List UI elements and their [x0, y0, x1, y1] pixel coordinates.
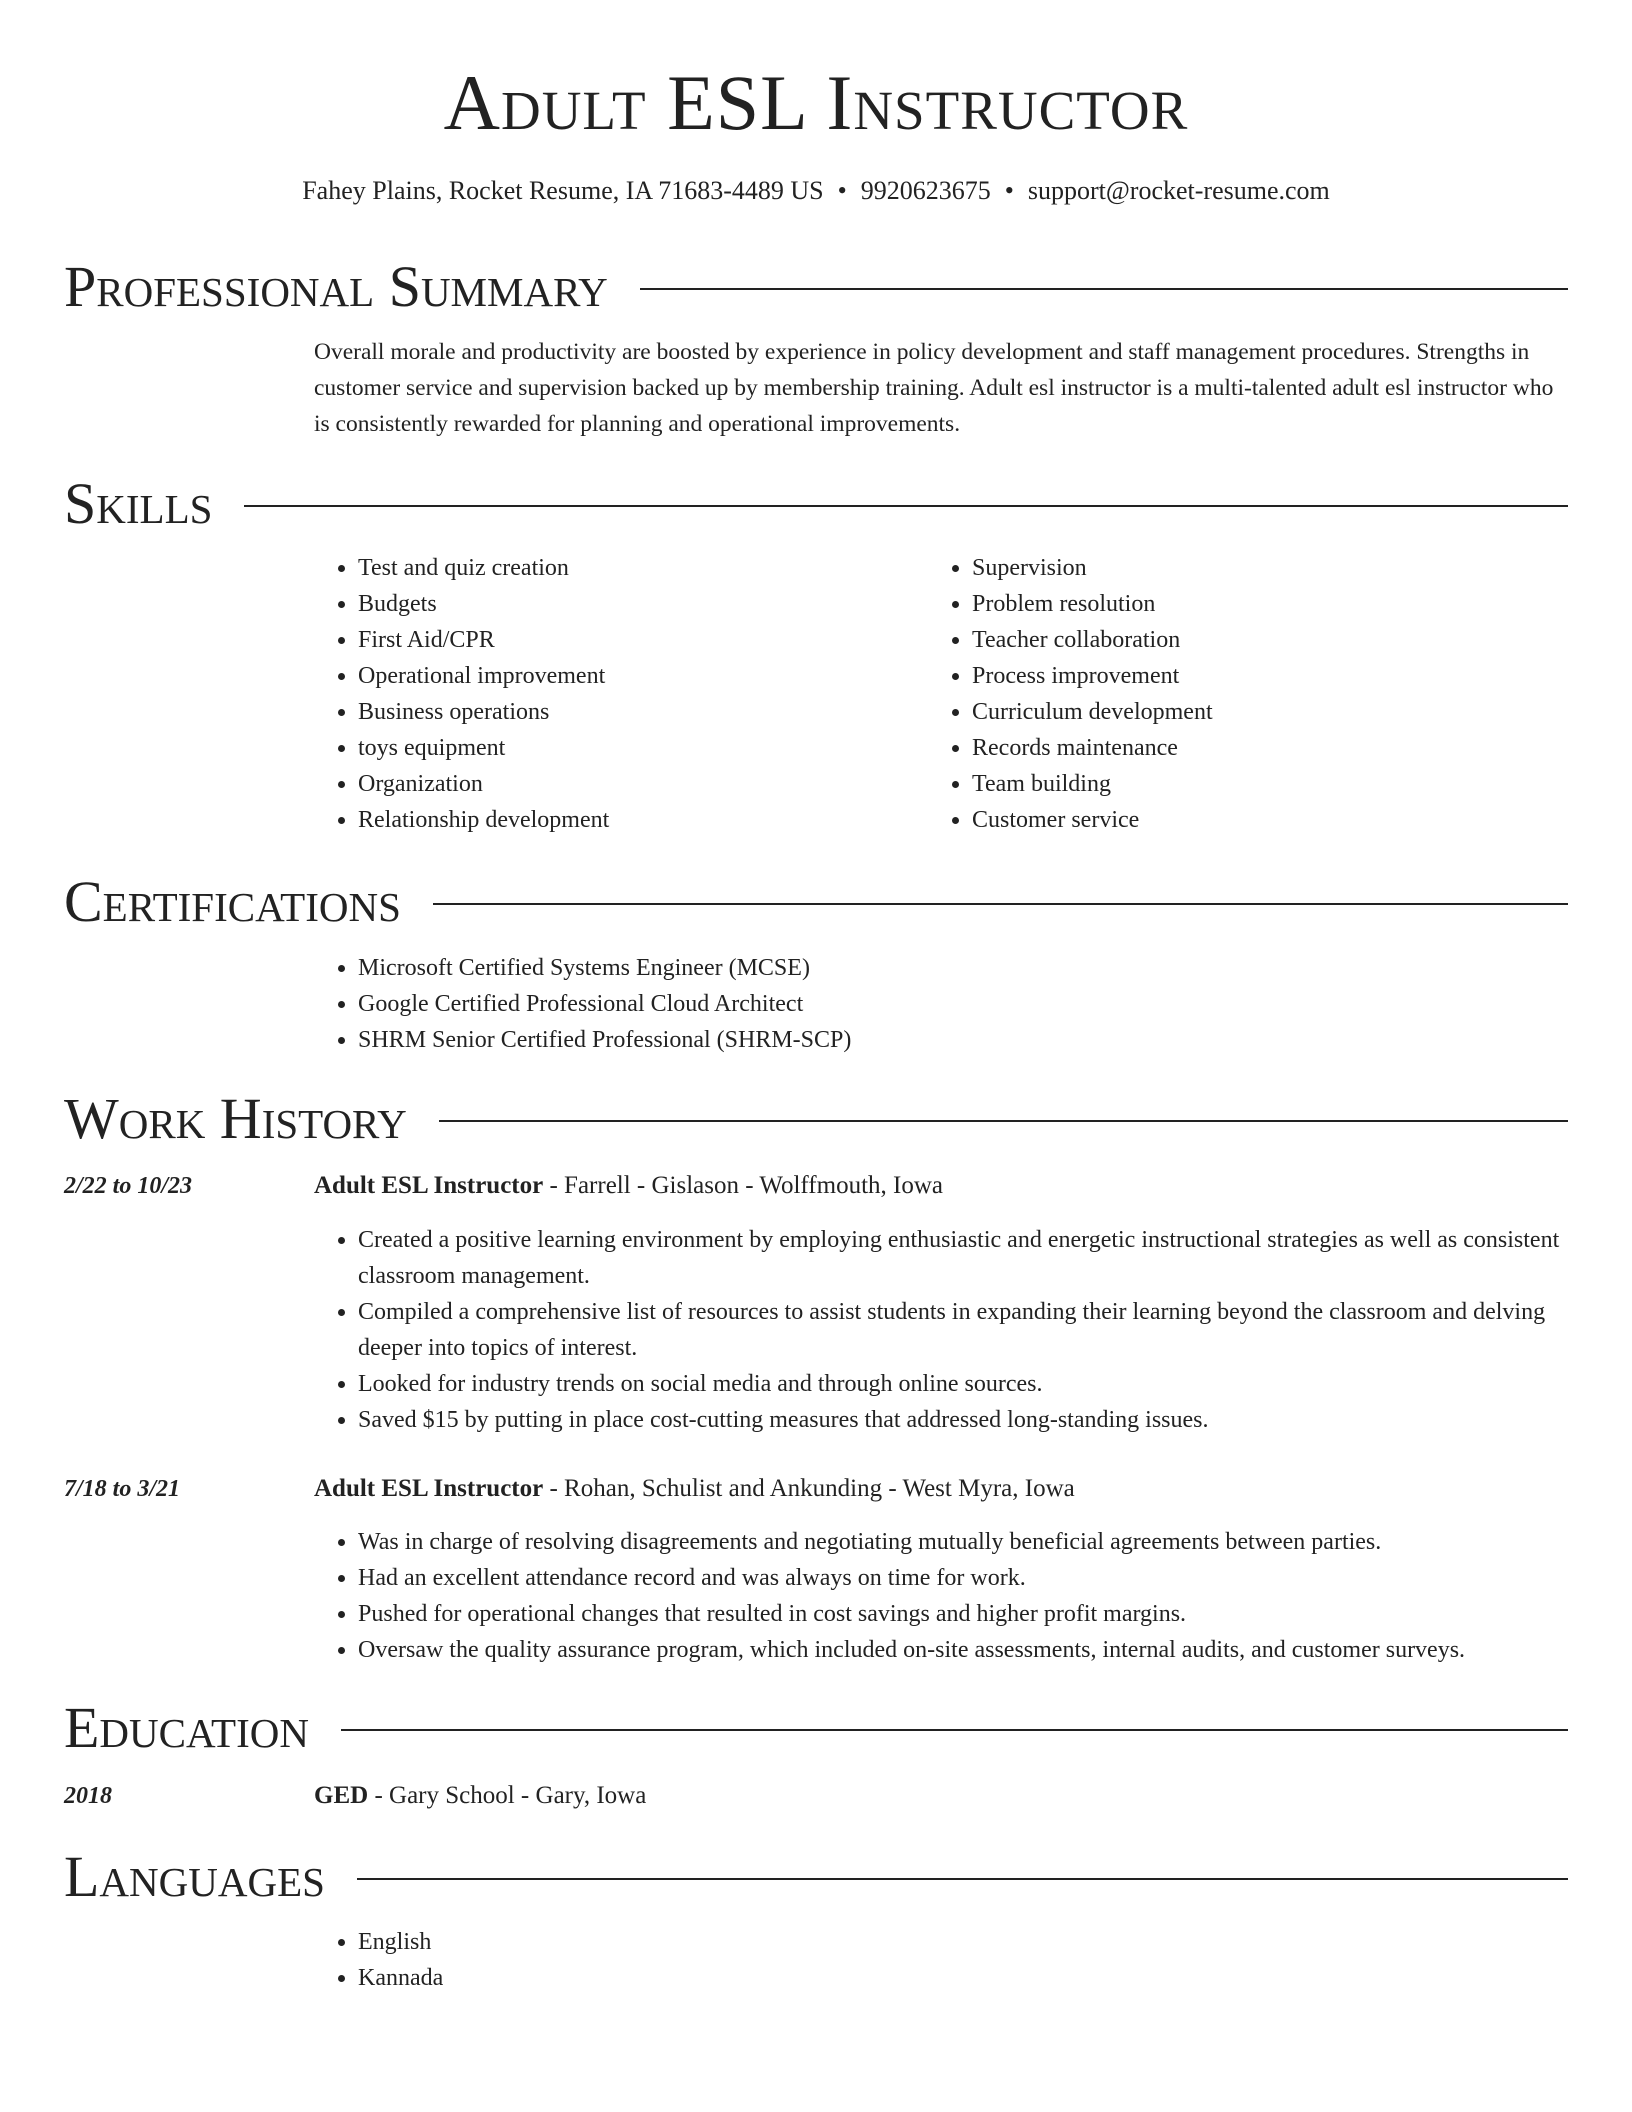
skill-item: • Business operations	[358, 694, 874, 730]
job-heading	[314, 1168, 943, 1204]
contact-address: Fahey Plains, Rocket Resume, IA 71683-4489 US	[302, 176, 824, 205]
certification-item: • Microsoft Certified Systems Engineer (MCSE)	[358, 950, 1564, 986]
certification-item: • SHRM Senior Certified Professional (SHRM-SCP)	[358, 1022, 1564, 1058]
job-bullet: • Looked for industry trends on social media and through online sources.	[358, 1366, 1564, 1402]
job-bullet: • Pushed for operational changes that resulted in cost savings and higher profit margins.	[358, 1596, 1564, 1632]
job-bullet: • Saved $15 by putting in place cost-cutting measures that addressed long-standing issues.	[358, 1402, 1564, 1438]
section-rule	[244, 505, 1568, 507]
section-skills-heading	[64, 472, 1568, 536]
job-dates: 7/18 to 3/21	[64, 1476, 181, 1502]
section-title: Languages	[64, 1844, 325, 1909]
section-title: Work History	[64, 1086, 407, 1151]
section-rule	[433, 903, 1568, 905]
skill-item: • Operational improvement	[358, 658, 874, 694]
skill-item: • First Aid/CPR	[358, 622, 874, 658]
skill-item: • Customer service	[972, 802, 1488, 838]
contact-email[interactable]: support@rocket-resume.com	[1027, 176, 1330, 205]
skill-item: • toys equipment	[358, 730, 874, 766]
section-rule	[357, 1878, 1568, 1880]
education-degree: GED	[314, 1782, 369, 1809]
section-certifications-heading	[64, 870, 1568, 934]
resume-name: Adult ESL Instructor	[443, 59, 1189, 146]
job-employer: - Farrell - Gislason - Wolffmouth, Iowa	[543, 1172, 943, 1199]
education-year: 2018	[64, 1783, 112, 1809]
section-education-heading	[64, 1696, 1568, 1760]
education-entry	[314, 1778, 646, 1814]
section-title: Education	[64, 1695, 309, 1760]
skill-item: • Team building	[972, 766, 1488, 802]
section-rule	[640, 288, 1568, 290]
skill-item: • Budgets	[358, 586, 874, 622]
skill-item: • Process improvement	[972, 658, 1488, 694]
skill-item: • Relationship development	[358, 802, 874, 838]
language-item: • Kannada	[358, 1960, 1564, 1996]
section-rule	[439, 1120, 1568, 1122]
section-languages-heading	[64, 1845, 1568, 1909]
contact-separator: •	[1004, 176, 1014, 205]
languages-list	[314, 1924, 1564, 1996]
section-title: Certifications	[64, 869, 401, 934]
summary-text: Overall morale and productivity are boosted by experience in policy development and staff management procedures. Strengths in customer service and supervision backed up by membership training. Adult esl instructor is a multi-talented adult esl instructor who is consistently rewarded for planning and operational improvements.	[314, 339, 1554, 437]
skill-item: • Records maintenance	[972, 730, 1488, 766]
skills-right-column	[928, 550, 1488, 838]
section-summary-heading	[64, 255, 1568, 319]
job-role: Adult ESL Instructor	[314, 1172, 544, 1199]
job-employer: - Rohan, Schulist and Ankunding - West Myra, Iowa	[543, 1475, 1075, 1502]
education-school: - Gary School - Gary, Iowa	[368, 1782, 647, 1809]
contact-line	[0, 174, 1632, 208]
skill-item: • Test and quiz creation	[358, 550, 874, 586]
skill-item: • Supervision	[972, 550, 1488, 586]
section-rule	[341, 1729, 1568, 1731]
section-work-heading	[64, 1087, 1568, 1151]
job-bullet: • Created a positive learning environment by employing enthusiastic and energetic instructional strategies as well as consistent classroom management.	[358, 1222, 1564, 1294]
job-bullets	[314, 1222, 1564, 1438]
job-bullet: • Compiled a comprehensive list of resources to assist students in expanding their learning beyond the classroom and delving deeper into topics of interest.	[358, 1294, 1564, 1366]
section-title: Professional Summary	[64, 254, 608, 319]
certification-item: • Google Certified Professional Cloud Architect	[358, 986, 1564, 1022]
skill-item: • Teacher collaboration	[972, 622, 1488, 658]
skills-left-column	[314, 550, 874, 838]
contact-separator: •	[837, 176, 847, 205]
skill-item: • Organization	[358, 766, 874, 802]
job-bullet: • Had an excellent attendance record and was always on time for work.	[358, 1560, 1564, 1596]
job-role: Adult ESL Instructor	[314, 1475, 544, 1502]
language-item: • English	[358, 1924, 1564, 1960]
contact-phone: 9920623675	[860, 176, 991, 205]
skill-item: • Curriculum development	[972, 694, 1488, 730]
certifications-list	[314, 950, 1564, 1058]
job-heading	[314, 1471, 1075, 1507]
skill-item: • Problem resolution	[972, 586, 1488, 622]
job-bullet: • Was in charge of resolving disagreements and negotiating mutually beneficial agreements between parties.	[358, 1524, 1564, 1560]
section-title: Skills	[64, 471, 213, 536]
job-dates: 2/22 to 10/23	[64, 1173, 193, 1199]
job-bullet: • Oversaw the quality assurance program, which included on-site assessments, internal audits, and customer surveys.	[358, 1632, 1564, 1668]
job-bullets	[314, 1524, 1564, 1668]
